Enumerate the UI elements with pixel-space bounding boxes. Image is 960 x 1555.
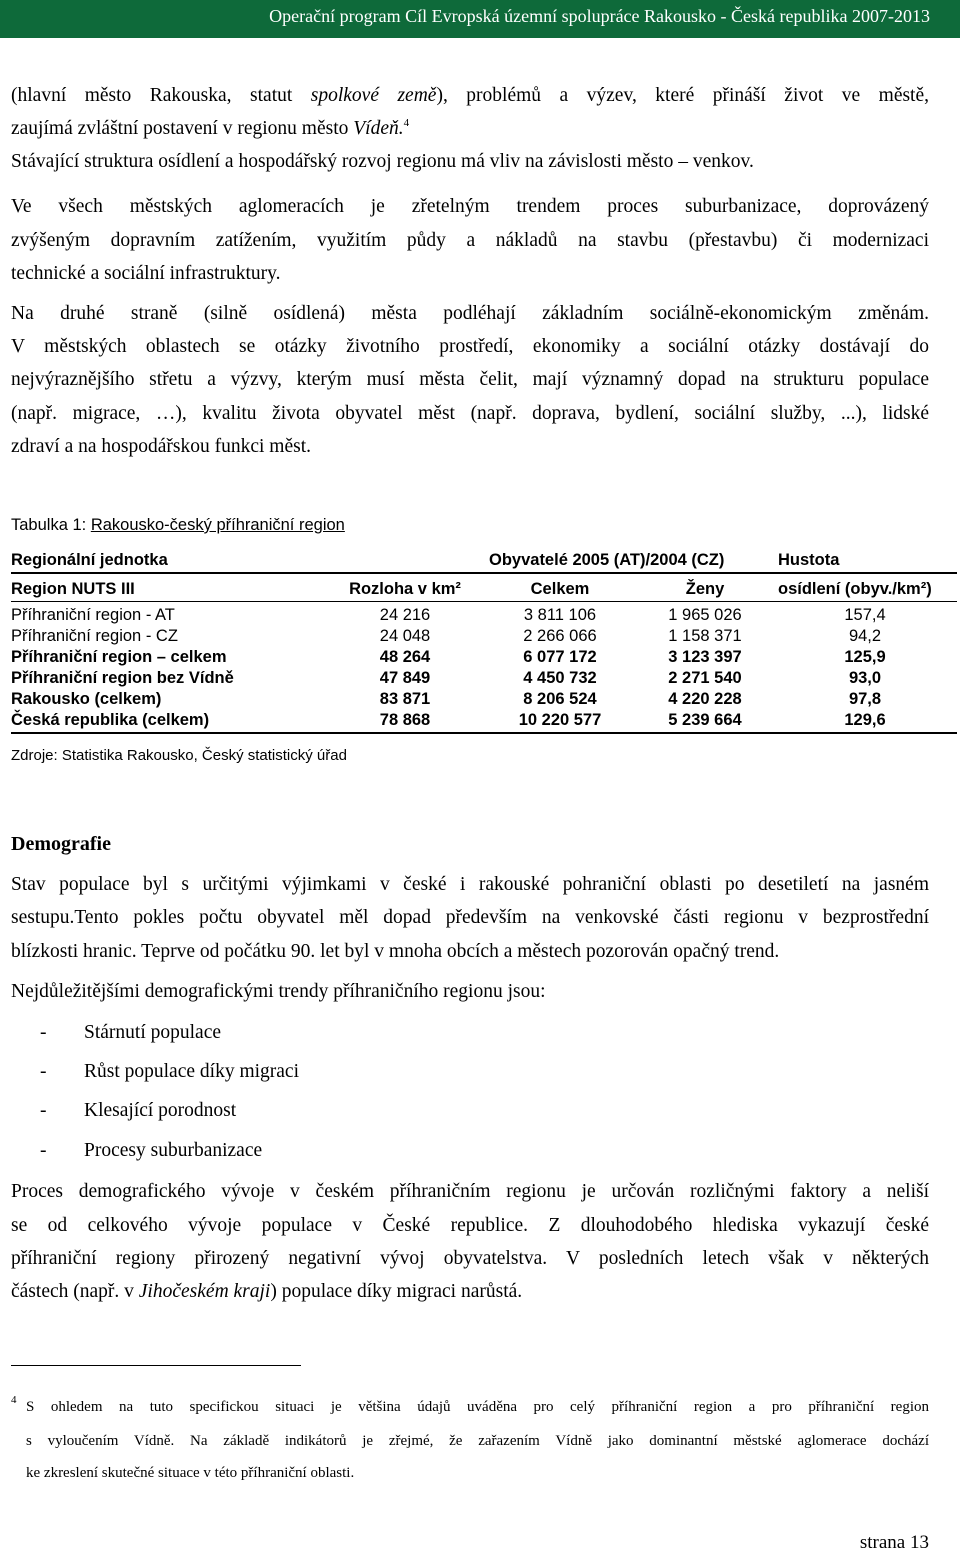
cell-density: 157,4: [844, 606, 886, 624]
th-density: Hustota: [778, 551, 840, 569]
cell-women: 1 158 371: [668, 627, 742, 645]
table-caption-title: Rakousko-český příhraniční region: [90, 516, 345, 534]
demo-p1-line-2: sestupu.Tento pokles počtu obyvatel měl dopad především na venkovské části regionu v bezprostřední: [11, 907, 929, 928]
bullet-dash: -: [40, 1061, 47, 1082]
cell-area: 83 871: [379, 690, 431, 708]
bullet-text: Růst populace díky migraci: [84, 1061, 299, 1082]
bullet-text: Klesající porodnost: [84, 1100, 237, 1121]
cell-women: 1 965 026: [668, 606, 742, 624]
intro-line-1c: ), problémů a výzev, které přináší život ve městě,: [436, 85, 930, 106]
cell-total: 10 220 577: [518, 711, 602, 729]
intro-line-2: [11, 117, 409, 141]
table-rule-top: [11, 572, 957, 574]
demo-p3-line-4c: ) populace díky migraci narůstá.: [270, 1281, 523, 1302]
table-rule-header: [11, 601, 957, 602]
section-heading: Demografie: [11, 833, 111, 855]
bullet-text: Stárnutí populace: [84, 1022, 222, 1043]
cell-region: Česká republika (celkem): [11, 711, 210, 729]
cell-density: 94,2: [848, 627, 882, 645]
th-area: Rozloha v km²: [349, 580, 461, 598]
intro-line-1b: spolkové země: [310, 85, 437, 106]
footnote-line-2: s vyloučením Vídně. Na základě indikátorů je zřejmé, že zařazením Vídně jako dominantní městské aglomerace dochází: [26, 1433, 929, 1449]
th-nuts: Region NUTS III: [11, 580, 135, 598]
demo-p3-line-4b: Jihočeském kraji: [138, 1281, 271, 1302]
th-total: Celkem: [530, 580, 590, 598]
para2-line-1: Ve všech městských aglomeracích je zřetelným trendem proces suburbanizace, doprovázený: [11, 196, 929, 217]
table-caption-prefix: Tabulka 1:: [11, 516, 91, 534]
cell-area: 78 868: [379, 711, 431, 729]
bullet-text: Procesy suburbanizace: [84, 1140, 263, 1161]
footnote-line-3: ke zkreslení skutečné situace v této příhraniční oblasti.: [26, 1465, 355, 1481]
th-women: Ženy: [685, 580, 725, 598]
cell-region: Příhraniční region - CZ: [11, 627, 178, 645]
para3-line-3: nejvýraznějšího střetu a výzvy, kterým musí města čelit, mají významný dopad na strukturu populace: [11, 369, 929, 390]
cell-density: 125,9: [844, 648, 886, 666]
table-caption: [11, 516, 345, 535]
demo-p3-line-4a: částech (např. v: [11, 1281, 139, 1302]
cell-density: 93,0: [848, 669, 882, 687]
cell-region: Příhraniční region - AT: [11, 606, 175, 624]
para2-line-3: technické a sociální infrastruktury.: [11, 263, 281, 284]
footnote-ref[interactable]: 4: [403, 117, 410, 129]
bullet-dash: -: [40, 1022, 47, 1043]
th-density-unit: osídlení (obyv./km²): [778, 580, 932, 598]
cell-women: 5 239 664: [668, 711, 742, 729]
cell-total: 4 450 732: [523, 669, 597, 687]
cell-density: 97,8: [848, 690, 882, 708]
intro-line-1a: (hlavní město Rakouska, statut: [11, 85, 311, 106]
bullet-dash: -: [40, 1140, 47, 1161]
th-population: Obyvatelé 2005 (AT)/2004 (CZ): [489, 551, 725, 569]
demo-p3-line-4: [11, 1280, 522, 1304]
footnote-separator: [11, 1365, 301, 1366]
cell-area: 24 216: [379, 606, 431, 624]
cell-total: 3 811 106: [523, 606, 597, 624]
table-source: Zdroje: Statistika Rakousko, Český statistický úřad: [11, 747, 347, 764]
cell-total: 6 077 172: [523, 648, 597, 666]
cell-total: 8 206 524: [523, 690, 597, 708]
cell-region: Příhraniční region – celkem: [11, 648, 227, 666]
intro-line-1: [11, 84, 929, 108]
demo-p1-line-3: blízkosti hranic. Teprve od počátku 90. let byl v mnoha obcích a městech pozorován opačný trend.: [11, 941, 780, 962]
cell-region: Příhraniční region bez Vídně: [11, 669, 234, 687]
table-rule-bottom: [11, 732, 957, 734]
page-number: strana 13: [859, 1532, 929, 1553]
header-title: Operační program Cíl Evropská územní spolupráce Rakousko - Česká republika 2007-2013: [269, 6, 930, 26]
cell-women: 3 123 397: [668, 648, 742, 666]
demo-p3-line-2: se od celkového vývoje populace v České republice. Z dlouhodobého hlediska vykazují české: [11, 1215, 929, 1236]
demo-p2: Nejdůležitějšími demografickými trendy příhraničního regionu jsou:: [11, 981, 546, 1002]
bullet-dash: -: [40, 1100, 47, 1121]
cell-area: 24 048: [379, 627, 431, 645]
cell-region: Rakousko (celkem): [11, 690, 162, 708]
cell-total: 2 266 066: [523, 627, 597, 645]
th-regional-unit: Regionální jednotka: [11, 551, 168, 569]
para3-line-4: (např. migrace, …), kvalitu života obyvatel měst (např. doprava, bydlení, sociální služby, ...), lidské: [11, 403, 929, 424]
cell-area: 48 264: [379, 648, 431, 666]
demo-p3-line-3: příhraniční regiony přirozený negativní vývoj obyvatelstva. V posledních letech však v některých: [11, 1248, 929, 1269]
cell-women: 2 271 540: [668, 669, 742, 687]
intro-line-2a: zaujímá zvláštní postavení v regionu město: [11, 118, 354, 139]
footnote-mark: 4: [11, 1394, 17, 1406]
intro-line-3: Stávající struktura osídlení a hospodářský rozvoj regionu má vliv na závislosti město – venkov.: [11, 151, 754, 172]
para3-line-2: V městských oblastech se otázky životního prostředí, ekonomiky a sociální otázky dostávají do: [11, 336, 929, 357]
cell-area: 47 849: [379, 669, 431, 687]
cell-women: 4 220 228: [668, 690, 742, 708]
demo-p1-line-1: Stav populace byl s určitými výjimkami v české i rakouské pohraniční oblasti po desetiletí na jasném: [11, 874, 929, 895]
page-header: [0, 0, 960, 38]
para3-line-1: Na druhé straně (silně osídlená) města podléhají základním sociálně-ekonomickým změnám.: [11, 303, 929, 324]
demo-p3-line-1: Proces demografického vývoje v českém příhraničním regionu je určován rozličnými faktory a neliší: [11, 1181, 929, 1202]
para2-line-2: zvýšeným dopravním zatížením, využitím půdy a nákladů na stavbu (přestavbu) či modernizaci: [11, 230, 929, 251]
footnote-line-1: S ohledem na tuto specifickou situaci je většina údajů uváděna pro celý příhraniční region a pro příhraniční region: [26, 1399, 929, 1415]
para3-line-5: zdraví a na hospodářskou funkci měst.: [11, 436, 312, 457]
intro-line-2b: Vídeň.: [353, 118, 404, 139]
cell-density: 129,6: [844, 711, 886, 729]
